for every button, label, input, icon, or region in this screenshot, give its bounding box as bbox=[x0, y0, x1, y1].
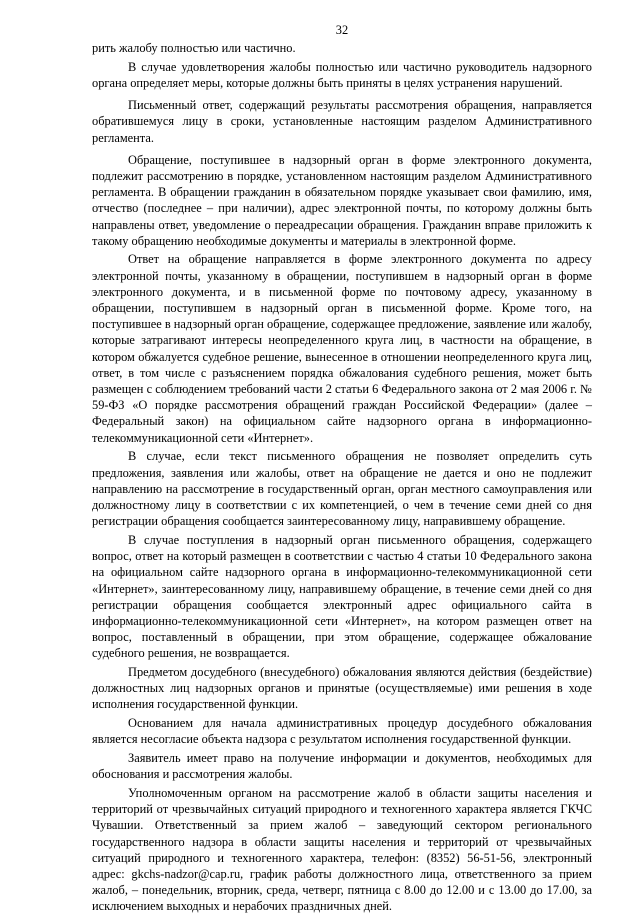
paragraph-complaint-satisfaction: В случае удовлетворения жалобы полностью или частично руководитель надзорного органа определяет меры, которые должны быть приняты в целях устранения нарушений. bbox=[92, 59, 592, 90]
page-number: 32 bbox=[335, 23, 349, 37]
paragraph-written-response: Письменный ответ, содержащий результаты рассмотрения обращения, направляется обратившемуся лицу в сроки, установленные настоящим разделом Административного регламента. bbox=[92, 98, 592, 145]
paragraph-published-answer: В случае поступления в надзорный орган письменного обращения, содержащего вопрос, ответ на который размещен в соответствии с частью 4 статьи 10 Федерального закона на официальном сайте надзорного органа в информационно-телекоммуникационной сети «Интернет», заинтересованному лицу, направившему обращение, в течение семи дней со дня регистрации обращения сообщается электронный адрес официального сайта в информационно-телекоммуникационной сети «Интернет», на котором размещен ответ на вопрос, поставленный в обращении, при этом обращение, содержащее обжалование судебного решения, не возвращается. bbox=[92, 532, 592, 661]
paragraph-electronic-appeal: Обращение, поступившее в надзорный орган в форме электронного документа, подлежит рассмотрению в порядке, установленном настоящим разделом Административного регламента. В обращении гражданин в обязательном порядке указывает свои фамилию, имя, отчество (последнее – при наличии), адрес электронной почты, по которому должны быть направлены ответ, уведомление о переадресации обращения. Гражданин вправе приложить к такому обращению необходимые документы и материалы в электронной форме. bbox=[92, 152, 592, 248]
document-page bbox=[92, 22, 592, 917]
paragraph-unclear-appeal: В случае, если текст письменного обращения не позволяет определить суть предложения, заявления или жалобы, ответ на обращение не дается и оно не подлежит направлению на рассмотрение в государственный орган, орган местного самоуправления или должностному лицу в соответствии с их компетенцией, о чем в течение семи дней со дня регистрации обращения сообщается заинтересованному лицу, направившему обращение. bbox=[92, 449, 592, 529]
paragraph-continuation: рить жалобу полностью или частично. bbox=[92, 41, 296, 55]
paragraph-applicant-rights: Заявитель имеет право на получение информации и документов, необходимых для обоснования и рассмотрения жалобы. bbox=[92, 751, 592, 782]
paragraph-grounds-for-appeal: Основанием для начала административных процедур досудебного обжалования является несогласие объекта надзора с результатом исполнения государственной функции. bbox=[92, 716, 592, 747]
paragraph-response-delivery: Ответ на обращение направляется в форме электронного документа по адресу электронной почты, указанному в обращении, поступившем в надзорный орган в форме электронного документа, и в письменной форме по почтовому адресу, указанному в обращении, поступившем в надзорный орган в письменной форме. Кроме того, на поступившее в надзорный орган обращение, содержащее предложение, заявление или жалобу, которые затрагивают интересы неопределенного круга лиц, в частности на обращение, в котором обжалуется судебное решение, вынесенное в отношении неопределенного круга лиц, ответ, в том числе с разъяснением порядка обжалования судебного решения, может быть размещен с соблюдением требований части 2 статьи 6 Федерального закона от 2 мая 2006 г. № 59-ФЗ «О порядке рассмотрения обращений граждан Российской Федерации» (далее – Федеральный закон) на официальном сайте надзорного органа в информационно-телекоммуникационной сети «Интернет». bbox=[92, 252, 592, 445]
paragraph-subject-of-appeal: Предметом досудебного (внесудебного) обжалования являются действия (бездействие) должностных лиц надзорных органов и принятые (осуществляемые) ими решения в ходе исполнения государственной функции. bbox=[92, 665, 592, 712]
paragraph-authorized-body: Уполномоченным органом на рассмотрение жалоб в области защиты населения и территорий от чрезвычайных ситуаций природного и техногенного характера является ГКЧС Чувашии. Ответственный за прием жалоб – заведующий сектором регионального государственного надзора в области защиты населения и территорий от чрезвычайных ситуаций природного и техногенного характера, телефон: (8352) 56-51-56, электронный адрес: gkchs-nadzor@cap.ru, график работы должностного лица, ответственного за прием жалоб, – понедельник, вторник, среда, четверг, пятница с 8.00 до 12.00 и с 13.00 до 17.00, за исключением выходных и нерабочих праздничных дней. bbox=[92, 785, 592, 914]
